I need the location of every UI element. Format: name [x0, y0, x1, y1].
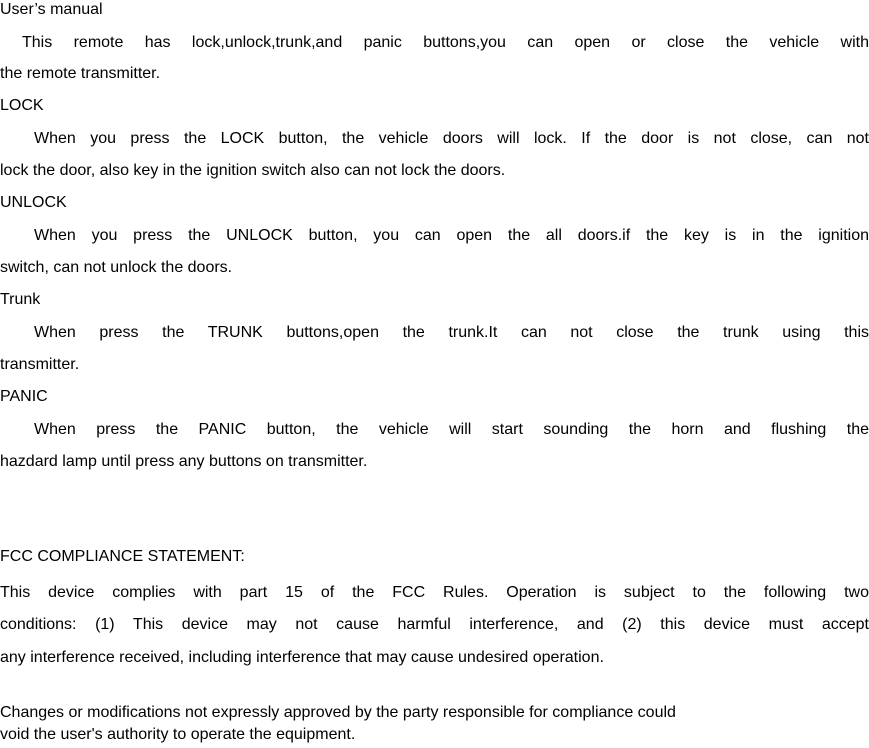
fcc-paragraph-line-2: conditions: (1) This device may not cause harmful interference, and (2) this device must accept	[0, 616, 869, 633]
section-heading-lock: LOCK	[0, 97, 44, 114]
trunk-paragraph-line-1: When press the TRUNK buttons,open the trunk.It can not close the trunk using this	[34, 324, 869, 341]
trunk-paragraph-line-2: transmitter.	[0, 356, 80, 373]
section-heading-unlock: UNLOCK	[0, 194, 67, 211]
manual-title: User’s manual	[0, 1, 103, 18]
fcc-paragraph-line-1: This device complies with part 15 of the FCC Rules. Operation is subject to the following two	[0, 584, 869, 601]
intro-line-2: the remote transmitter.	[0, 65, 161, 82]
fcc-paragraph-line-3: any interference received, including interference that may cause undesired operation.	[0, 649, 604, 666]
fcc-heading: FCC COMPLIANCE STATEMENT:	[0, 548, 245, 565]
section-heading-trunk: Trunk	[0, 291, 41, 308]
lock-paragraph-line-1: When you press the LOCK button, the vehicle doors will lock. If the door is not close, can not	[34, 130, 869, 147]
unlock-paragraph-line-1: When you press the UNLOCK button, you can open the all doors.if the key is in the ignition	[34, 227, 869, 244]
panic-paragraph-line-2: hazdard lamp until press any buttons on transmitter.	[0, 453, 368, 470]
section-heading-panic: PANIC	[0, 388, 48, 405]
unlock-paragraph-line-2: switch, can not unlock the doors.	[0, 259, 233, 276]
lock-paragraph-line-2: lock the door, also key in the ignition switch also can not lock the doors.	[0, 162, 506, 179]
changes-paragraph-line-1: Changes or modifications not expressly approved by the party responsible for compliance could	[0, 704, 676, 721]
intro-line-1: This remote has lock,unlock,trunk,and panic buttons,you can open or close the vehicle with	[22, 34, 869, 51]
changes-paragraph-line-2: void the user's authority to operate the equipment.	[0, 726, 356, 743]
panic-paragraph-line-1: When press the PANIC button, the vehicle will start sounding the horn and flushing the	[34, 421, 869, 438]
